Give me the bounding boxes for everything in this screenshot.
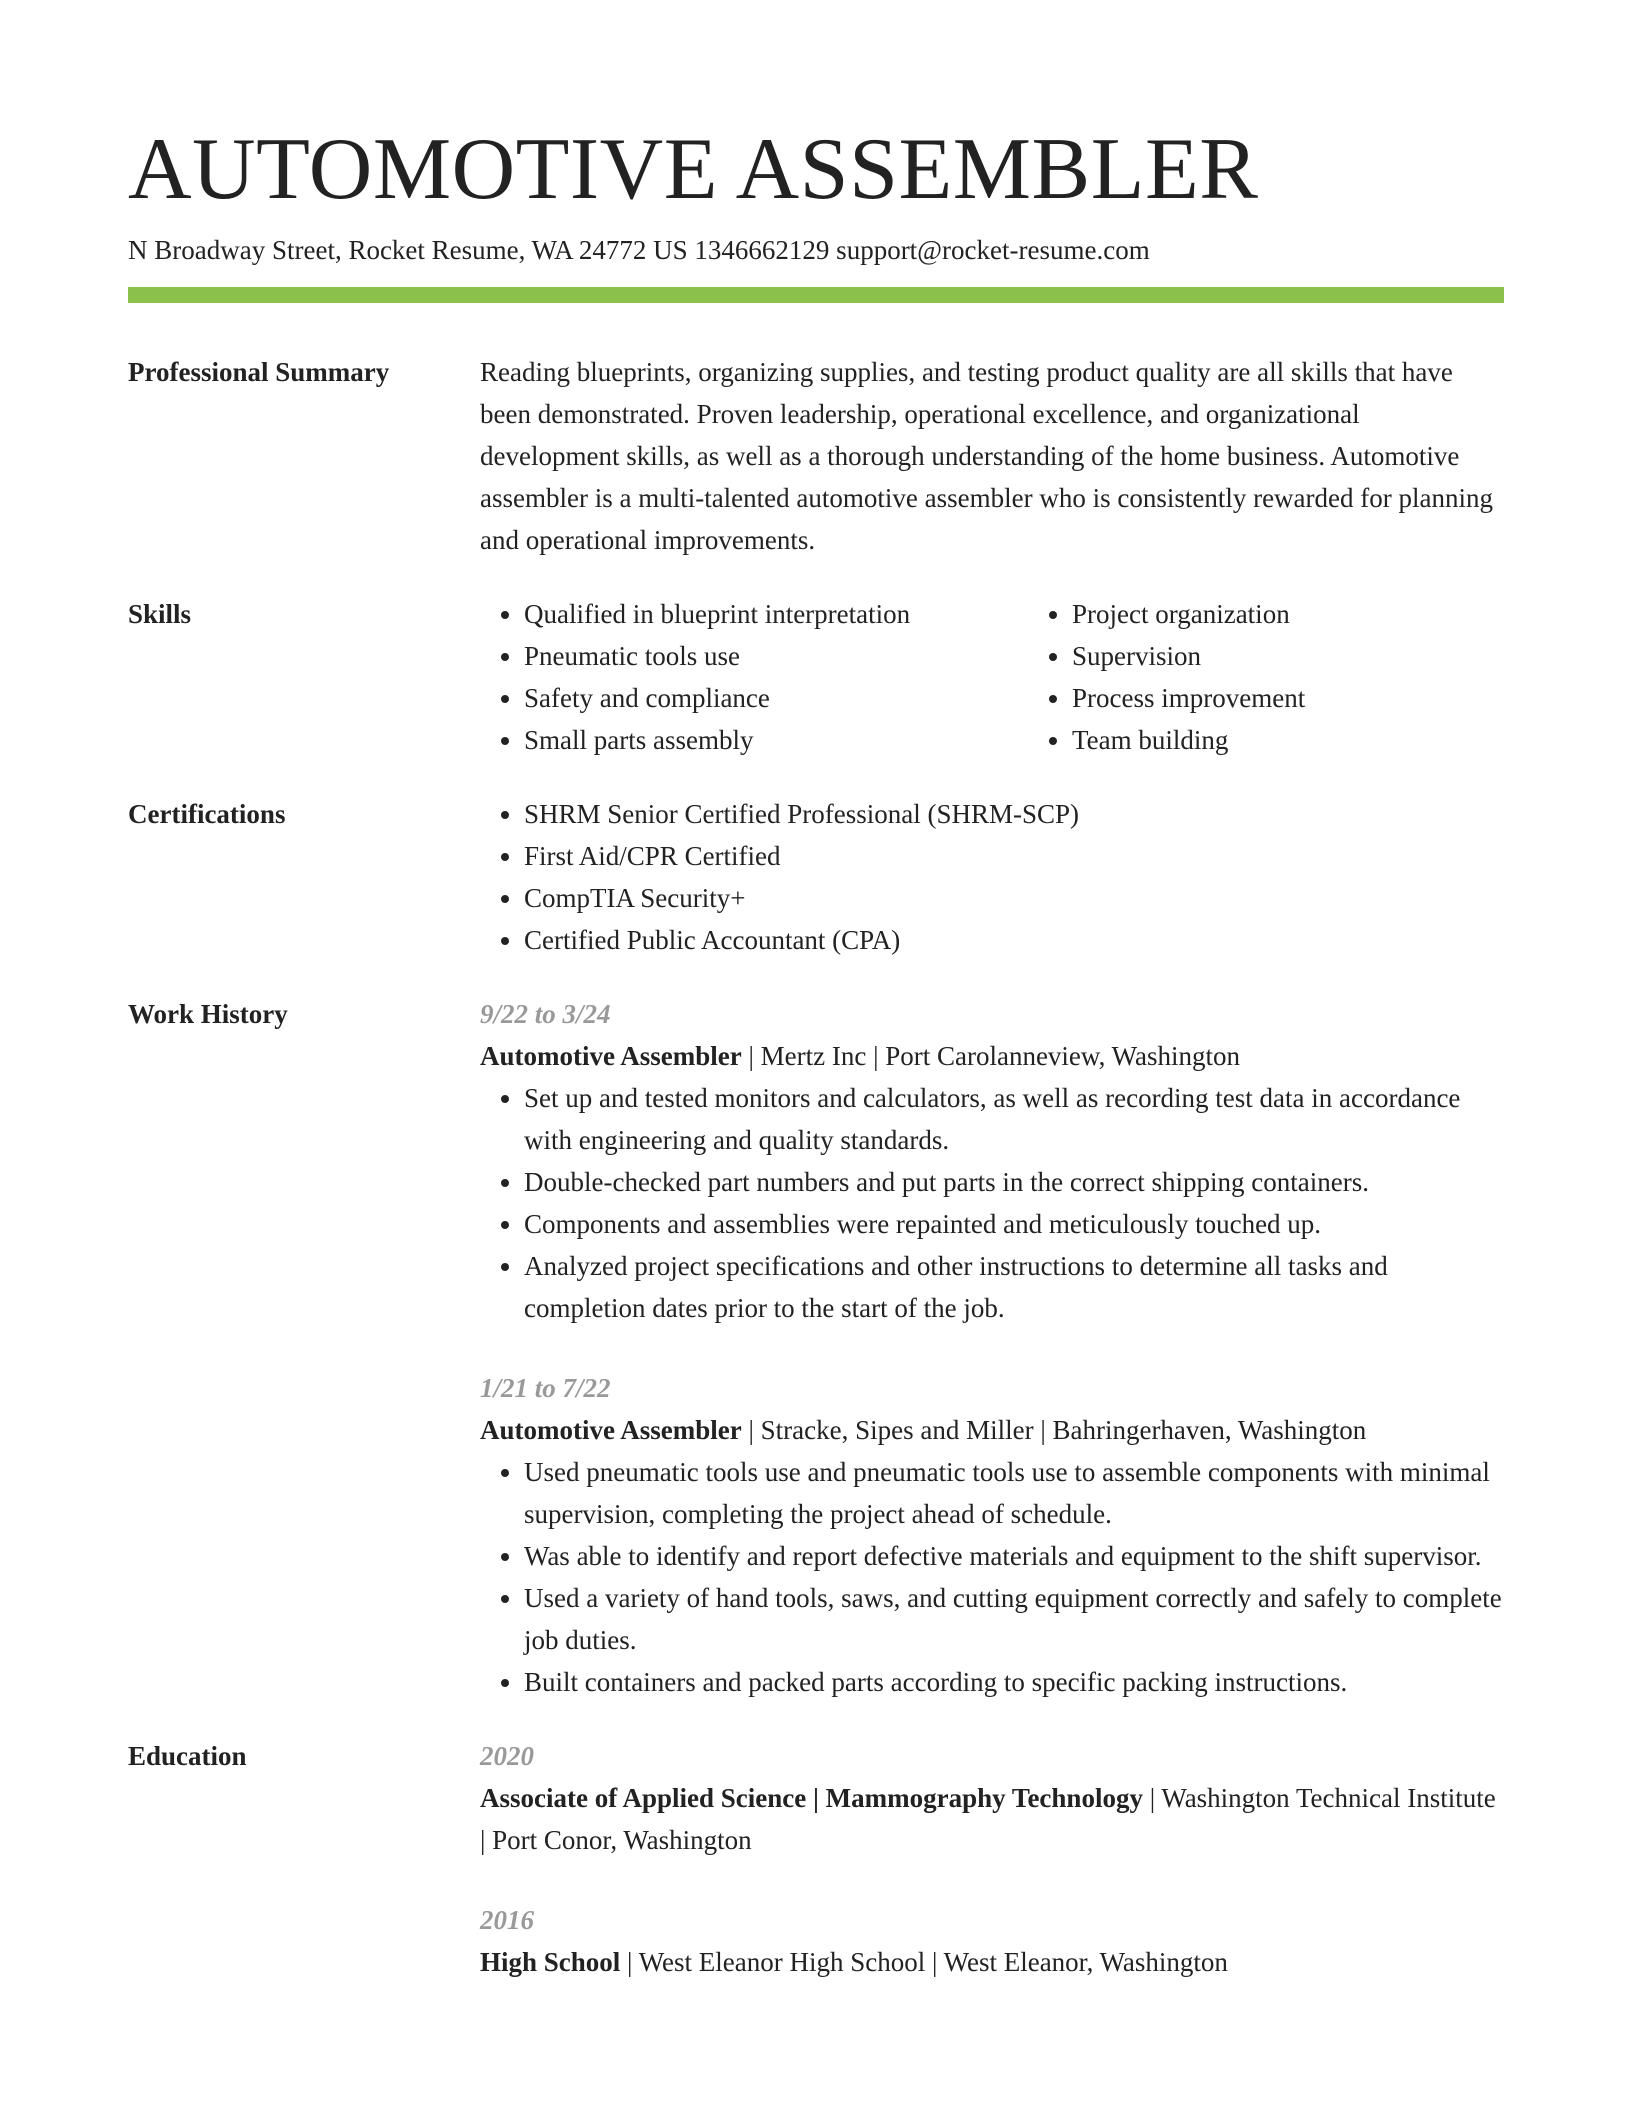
skills-columns [480,593,1532,761]
job-bullet: • Used a variety of hand tools, saws, and cutting equipment correctly and safely to complete job duties. [524,1577,1504,1661]
degree-title: High School [480,1947,621,1977]
certifications-list [480,793,1504,961]
section-label-work-history: Work History [128,999,288,1029]
job-bullet: • Components and assemblies were repainted and meticulously touched up. [524,1203,1504,1245]
certification-item: • SHRM Senior Certified Professional (SHRM-SCP) [524,793,1504,835]
education-entry [480,1899,1504,1983]
contact-line: N Broadway Street, Rocket Resume, WA 24772 US 1346662129 support@rocket-resume.com [128,235,1150,265]
section-label-education: Education [128,1741,247,1771]
work-history-section [128,993,1504,1703]
section-label-skills: Skills [128,599,192,629]
education-details: | West Eleanor High School | West Eleanor, Washington [620,1947,1228,1977]
education-date: 2020 [480,1741,534,1771]
certifications-section [128,793,1504,961]
skill-item: • Pneumatic tools use [524,635,1028,677]
section-label-summary: Professional Summary [128,357,390,387]
skill-item: • Team building [1072,719,1532,761]
job-bullets [480,1451,1504,1703]
job-bullets [480,1077,1504,1329]
summary-text: Reading blueprints, organizing supplies, and testing product quality are all skills that have been demonstrated. Proven leadership, operational excellence, and organizational development skills, as well as a thorough understanding of the home business. Automotive assembler is a multi-talented automotive assembler who is consistently rewarded for planning and operational improvements. [480,357,1493,555]
education-details: | Washington Technical Institute | Port Conor, Washington [480,1783,1496,1855]
education-heading [480,1941,1504,1983]
skills-list-right [1028,593,1532,761]
job-details: | Stracke, Sipes and Miller | Bahringerhaven, Washington [741,1415,1367,1445]
header-divider [128,287,1504,303]
skill-item: • Process improvement [1072,677,1532,719]
job-bullet: • Set up and tested monitors and calculators, as well as recording test data in accordance with engineering and quality standards. [524,1077,1504,1161]
job-title: Automotive Assembler [480,1415,742,1445]
job-entry [480,993,1504,1329]
job-bullet: • Built containers and packed parts according to specific packing instructions. [524,1661,1504,1703]
certification-item: • First Aid/CPR Certified [524,835,1504,877]
skill-item: • Small parts assembly [524,719,1028,761]
certification-item: • Certified Public Accountant (CPA) [524,919,1504,961]
skill-item: • Project organization [1072,593,1532,635]
education-section [128,1735,1504,1983]
job-bullet: • Used pneumatic tools use and pneumatic tools use to assemble components with minimal supervision, completing the project ahead of schedule. [524,1451,1504,1535]
education-date: 2016 [480,1905,534,1935]
summary-section [128,351,1504,561]
skill-item: • Qualified in blueprint interpretation [524,593,1028,635]
resume-name: AUTOMOTIVE ASSEMBLER [128,121,1259,218]
job-details: | Mertz Inc | Port Carolanneview, Washington [741,1041,1240,1071]
certification-item: • CompTIA Security+ [524,877,1504,919]
job-date: 1/21 to 7/22 [480,1373,611,1403]
job-bullet: • Analyzed project specifications and other instructions to determine all tasks and completion dates prior to the start of the job. [524,1245,1504,1329]
skill-item: • Safety and compliance [524,677,1028,719]
skills-list-left [480,593,1028,761]
degree-title: Associate of Applied Science | Mammography Technology [480,1783,1143,1813]
job-date: 9/22 to 3/24 [480,999,611,1029]
job-title: Automotive Assembler [480,1041,742,1071]
job-bullet: • Was able to identify and report defective materials and equipment to the shift supervisor. [524,1535,1504,1577]
job-heading [480,1409,1504,1451]
section-label-certifications: Certifications [128,799,286,829]
job-heading [480,1035,1504,1077]
education-entry [480,1735,1504,1861]
job-bullet: • Double-checked part numbers and put parts in the correct shipping containers. [524,1161,1504,1203]
skills-section [128,593,1504,761]
education-heading [480,1777,1504,1861]
resume-page [128,118,1504,1983]
skill-item: • Supervision [1072,635,1532,677]
job-entry [480,1367,1504,1703]
